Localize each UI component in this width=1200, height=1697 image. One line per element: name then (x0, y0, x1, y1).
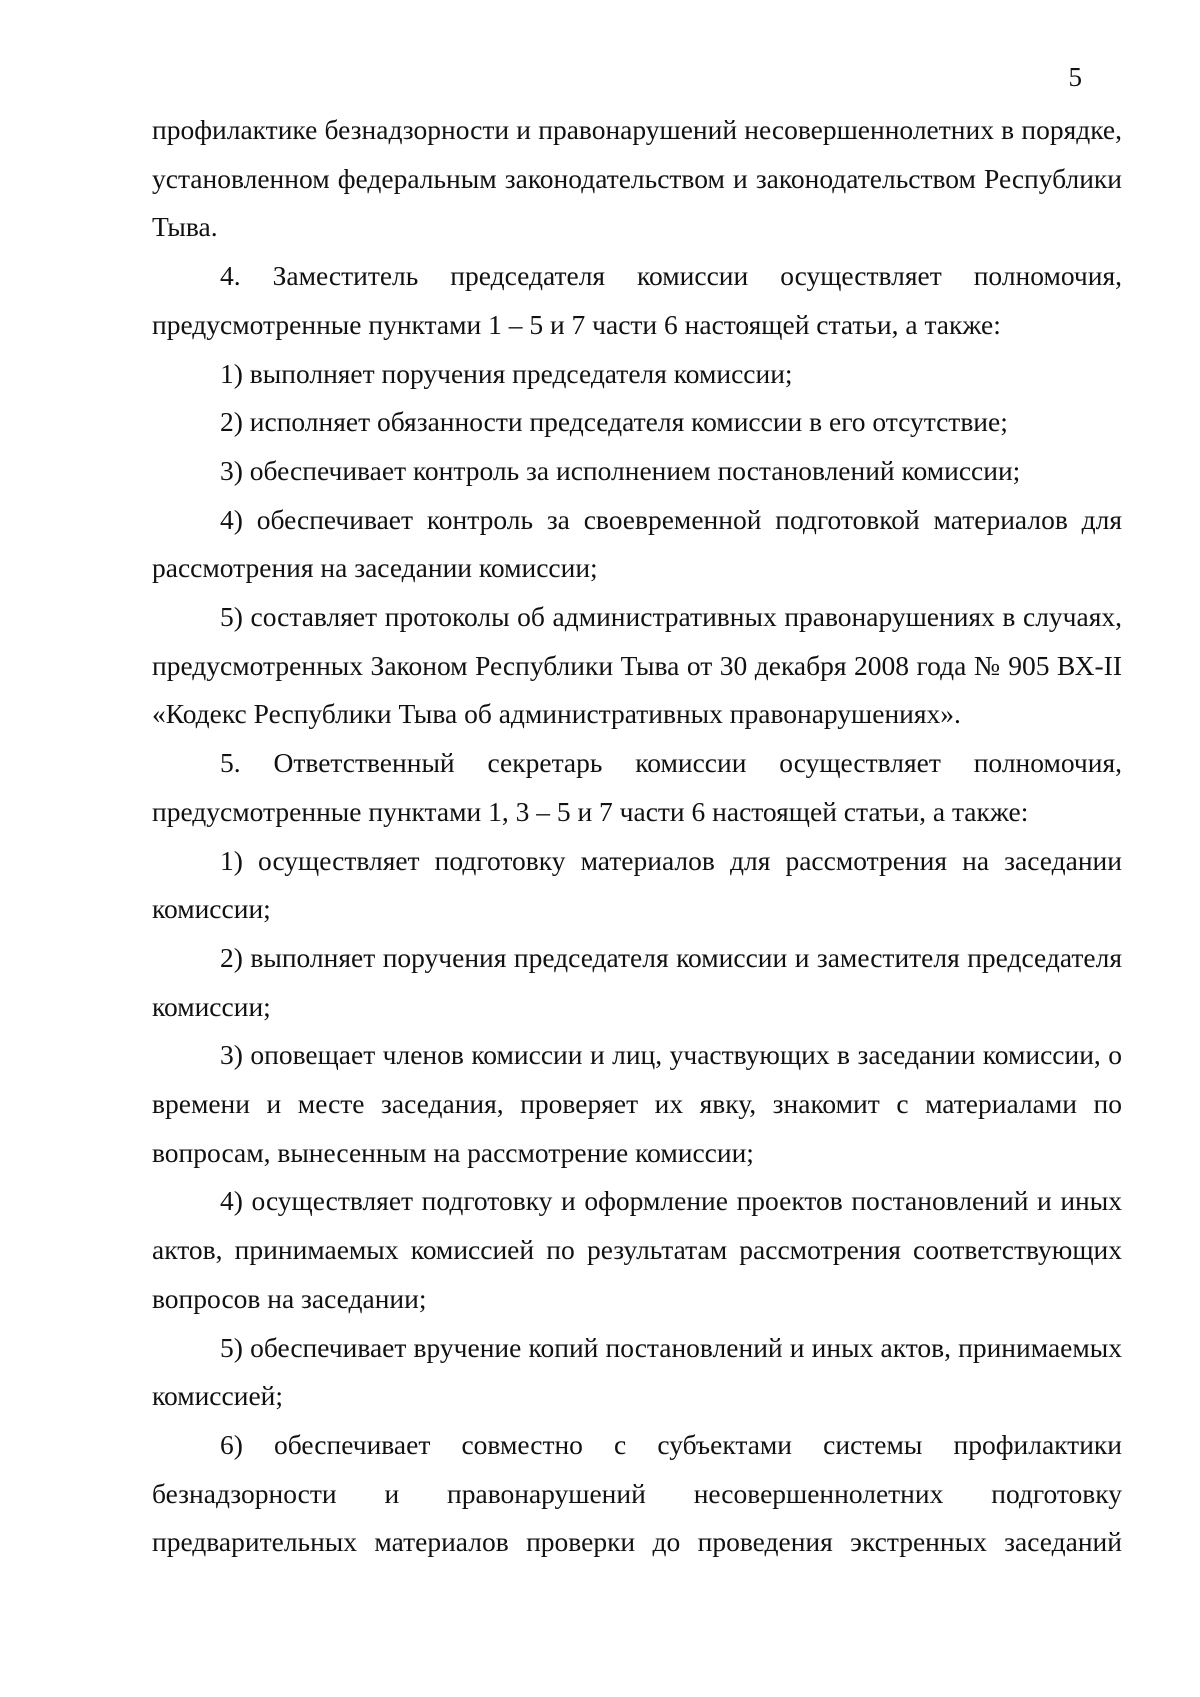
list-item: 1) выполняет поручения председателя комиссии; (220, 357, 793, 389)
list-item: 4) осуществляет подготовку и оформление проектов постановлений и иных актов, принимаемых комиссией по результатам рассмотрения соответствующих вопросов на заседании; (152, 1185, 1122, 1314)
paragraph-item-5: 5. Ответственный секретарь комиссии осуществляет полномочия, предусмотренные пунктами 1, 3 – 5 и 7 части 6 настоящей статьи, а также: (152, 747, 1122, 827)
paragraph-item-4: 4. Заместитель председателя комиссии осуществляет полномочия, предусмотренные пунктами 1 – 5 и 7 части 6 настоящей статьи, а также: (152, 260, 1122, 340)
list-item: 2) выполняет поручения председателя комиссии и заместителя председателя комиссии; (152, 941, 1122, 1022)
paragraph-continuation: профилактике безнадзорности и правонарушений несовершеннолетних в порядке, установленном федеральным законодательством и законодательством Республики Тыва. (152, 114, 1122, 243)
list-item: 3) обеспечивает контроль за исполнением постановлений комиссии; (220, 454, 1021, 486)
list-item: 2) исполняет обязанности председателя комиссии в его отсутствие; (220, 406, 1008, 438)
list-item: 5) составляет протоколы об административных правонарушениях в случаях, предусмотренных Законом Республики Тыва от 30 декабря 2008 года № 905 ВХ-II «Кодекс Республики Тыва об административных правонарушениях». (152, 601, 1122, 730)
list-item: 6) обеспечивает совместно с субъектами системы профилактики безнадзорности и правонарушений несовершеннолетних подготовку предварительных материалов проверки до проведения экстренных заседаний (152, 1428, 1122, 1558)
page-number: 5 (1068, 62, 1082, 92)
document-body (152, 106, 1122, 1567)
list-item: 1) осуществляет подготовку материалов для рассмотрения на заседании комиссии; (152, 844, 1122, 925)
list-item: 5) обеспечивает вручение копий постановлений и иных актов, принимаемых комиссией; (152, 1331, 1122, 1412)
list-item: 3) оповещает членов комиссии и лиц, участвующих в заседании комиссии, о времени и месте заседания, проверяет их явку, знакомит с материалами по вопросам, вынесенным на рассмотрение комиссии; (152, 1039, 1122, 1168)
list-item: 4) обеспечивает контроль за своевременной подготовкой материалов для рассмотрения на заседании комиссии; (152, 503, 1122, 584)
